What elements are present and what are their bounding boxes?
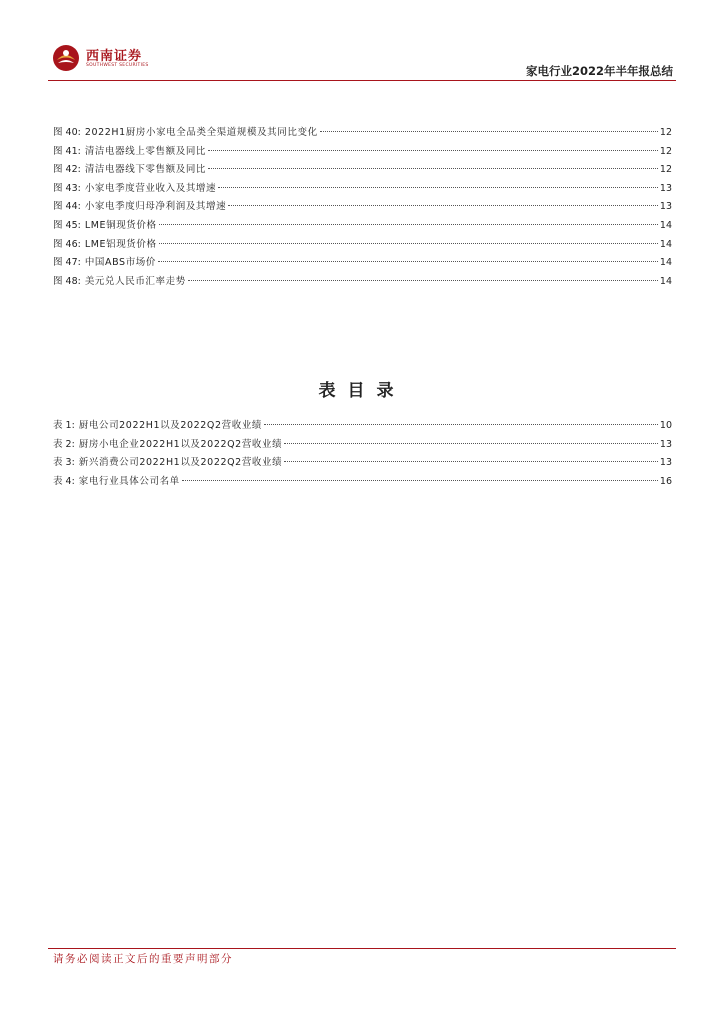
dot-leader — [218, 187, 658, 188]
tables-table-of-contents — [53, 417, 672, 491]
dot-leader — [159, 224, 658, 225]
entry-title: 清洁电器线上零售额及同比 — [84, 145, 207, 157]
entry-title: 清洁电器线下零售额及同比 — [84, 164, 207, 176]
dot-leader — [284, 443, 658, 444]
entry-title: 美元兑人民币汇率走势 — [84, 275, 186, 287]
dot-leader — [182, 480, 658, 481]
dot-leader — [228, 205, 658, 206]
toc-entry[interactable] — [53, 217, 672, 236]
entry-page-number: 13 — [659, 457, 672, 469]
toc-entry[interactable] — [53, 124, 672, 143]
entry-title: 小家电季度营业收入及其增速 — [84, 182, 217, 194]
entry-title: 2022H1厨房小家电全品类全渠道规模及其同比变化 — [84, 127, 318, 138]
entry-title: 厨电公司2022H1以及2022Q2营收业绩 — [78, 420, 263, 431]
entry-page-number: 13 — [659, 182, 672, 194]
entry-label: 图 44: — [53, 201, 81, 213]
entry-label: 图 43: — [53, 182, 81, 194]
page-header — [0, 0, 724, 84]
entry-title: 厨房小电企业2022H1以及2022Q2营收业绩 — [78, 438, 283, 450]
entry-title: LME铝现货价格 — [84, 238, 157, 250]
toc-entry[interactable] — [53, 273, 672, 292]
toc-entry[interactable] — [53, 236, 672, 255]
entry-page-number: 13 — [659, 201, 672, 213]
entry-page-number: 12 — [659, 164, 672, 176]
company-logo — [52, 42, 152, 74]
footer-divider — [48, 948, 676, 949]
dot-leader — [208, 168, 658, 169]
entry-label: 表 4: — [53, 475, 75, 487]
toc-entry[interactable] — [53, 473, 672, 492]
entry-title: 家电行业具体公司名单 — [78, 475, 180, 487]
entry-title: 小家电季度归母净利润及其增速 — [84, 201, 227, 213]
toc-entry[interactable] — [53, 436, 672, 455]
dot-leader — [284, 461, 658, 462]
entry-page-number: 16 — [659, 475, 672, 487]
entry-title: 中国ABS市场价 — [84, 257, 156, 269]
entry-label: 图 45: — [53, 219, 81, 231]
entry-page-number: 14 — [659, 257, 672, 269]
dot-leader — [264, 424, 658, 425]
logo-emblem-icon — [52, 44, 80, 72]
dot-leader — [159, 243, 658, 244]
dot-leader — [320, 131, 658, 132]
toc-entry[interactable] — [53, 254, 672, 273]
entry-page-number: 12 — [659, 127, 672, 138]
entry-label: 图 46: — [53, 238, 81, 250]
dot-leader — [158, 261, 658, 262]
tables-toc-heading: 表目录 — [318, 381, 406, 401]
entry-label: 图 47: — [53, 257, 81, 269]
toc-entry[interactable] — [53, 417, 672, 436]
dot-leader — [188, 280, 658, 281]
report-title: 家电行业2022年半年报总结 — [525, 64, 673, 78]
figures-table-of-contents — [53, 124, 672, 291]
toc-entry[interactable] — [53, 198, 672, 217]
entry-label: 图 41: — [53, 145, 81, 157]
logo-english-name: SOUTHWEST SECURITIES — [86, 63, 149, 68]
entry-label: 表 3: — [53, 457, 75, 469]
toc-entry[interactable] — [53, 161, 672, 180]
entry-label: 表 2: — [53, 438, 75, 450]
logo-chinese-name: 西南证券 — [86, 49, 143, 64]
entry-page-number: 14 — [659, 219, 672, 231]
entry-page-number: 14 — [659, 238, 672, 250]
entry-label: 图 42: — [53, 164, 81, 176]
entry-label: 表 1: — [53, 420, 75, 431]
entry-page-number: 10 — [659, 420, 672, 431]
dot-leader — [208, 150, 658, 151]
entry-page-number: 14 — [659, 275, 672, 287]
footer-disclaimer: 请务必阅读正文后的重要声明部分 — [53, 953, 233, 965]
header-divider — [48, 80, 676, 81]
entry-label: 图 48: — [53, 275, 81, 287]
entry-page-number: 12 — [659, 145, 672, 157]
entry-page-number: 13 — [659, 438, 672, 450]
toc-entry[interactable] — [53, 143, 672, 162]
entry-title: LME铜现货价格 — [84, 219, 157, 231]
toc-entry[interactable] — [53, 454, 672, 473]
entry-title: 新兴消费公司2022H1以及2022Q2营收业绩 — [78, 457, 283, 469]
entry-label: 图 40: — [53, 127, 81, 138]
toc-entry[interactable] — [53, 180, 672, 199]
